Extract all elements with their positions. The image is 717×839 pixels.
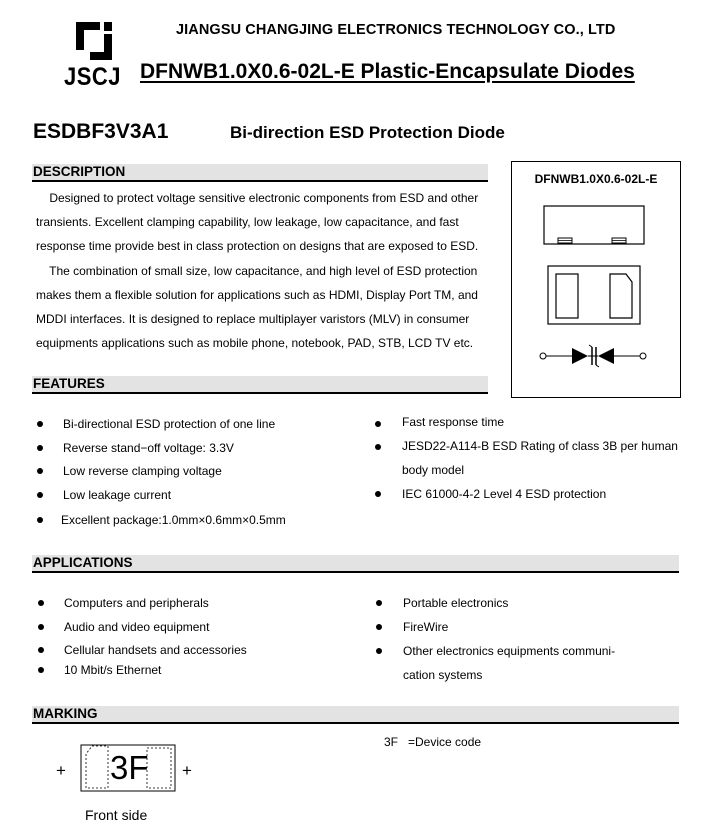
bullet-icon	[37, 468, 43, 474]
bullet-icon	[38, 600, 44, 606]
part-description: Bi-direction ESD Protection Diode	[230, 123, 505, 142]
application-item: FireWire	[403, 620, 449, 634]
bullet-icon	[375, 491, 381, 497]
description-line: transients. Excellent clamping capability, low leakage, low capacitance, and fast	[36, 215, 459, 230]
feature-item: IEC 61000-4-2 Level 4 ESD protection	[402, 487, 607, 501]
bullet-icon	[376, 600, 382, 606]
bullet-icon	[376, 648, 382, 654]
polarity-plus-right: +	[182, 761, 192, 780]
section-heading-marking: MARKING	[32, 706, 679, 722]
feature-item-continuation: body model	[402, 463, 465, 477]
marking-code: 3F	[110, 749, 149, 786]
feature-item: JESD22-A114-B ESD Rating of class 3B per human	[402, 439, 678, 453]
marking-note: 3F =Device code	[384, 735, 482, 749]
jscj-logo-icon	[70, 20, 116, 62]
part-number: ESDBF3V3A1	[33, 120, 169, 143]
feature-item: Low leakage current	[63, 488, 172, 502]
application-item: Computers and peripherals	[64, 596, 209, 610]
application-item-continuation: cation systems	[403, 668, 483, 682]
description-line: makes them a flexible solution for applications such as HDMI, Display Port TM, and	[36, 287, 478, 302]
feature-item: Fast response time	[402, 415, 505, 429]
section-heading-features: FEATURES	[32, 376, 488, 392]
application-item: Other electronics equipments communi-	[403, 644, 616, 658]
polarity-plus-left: +	[56, 761, 66, 780]
package-drawing-icon	[512, 162, 682, 399]
description-text	[36, 186, 486, 355]
bullet-icon	[375, 444, 381, 450]
description-line: response time provide best in class protection on designs that are exposed to ESD.	[36, 239, 479, 254]
bullet-icon	[37, 421, 43, 427]
company-name: JIANGSU CHANGJING ELECTRONICS TECHNOLOGY CO., LTD	[176, 22, 616, 38]
bullet-icon	[38, 647, 44, 653]
bullet-icon	[376, 624, 382, 630]
description-line: MDDI interfaces. It is designed to replace multiplayer varistors (MLV) in consumer	[36, 312, 470, 327]
section-heading-description: DESCRIPTION	[32, 164, 488, 180]
application-item: Cellular handsets and accessories	[64, 643, 247, 657]
bullet-icon	[37, 517, 43, 523]
description-line: equipments applications such as mobile phone, notebook, PAD, STB, LCD TV etc.	[36, 336, 474, 351]
package-outline-box	[511, 161, 681, 398]
feature-item: Bi-directional ESD protection of one line	[63, 417, 276, 431]
document-title: DFNWB1.0X0.6-02L-E Plastic-Encapsulate Diodes	[140, 60, 635, 83]
bullet-icon	[38, 624, 44, 630]
feature-item: Low reverse clamping voltage	[63, 464, 222, 478]
marking-caption: Front side	[85, 807, 148, 823]
application-item: Portable electronics	[403, 596, 509, 610]
section-heading-applications: APPLICATIONS	[32, 555, 679, 571]
bullet-icon	[37, 492, 43, 498]
bullet-icon	[37, 445, 43, 451]
bullet-icon	[375, 421, 381, 427]
logo-wordmark: JSCJ	[64, 62, 122, 91]
description-line: The combination of small size, low capacitance, and high level of ESD protection	[36, 263, 478, 278]
application-item: Audio and video equipment	[64, 620, 210, 634]
application-item: 10 Mbit/s Ethernet	[64, 663, 162, 677]
feature-item: Excellent package:1.0mm×0.6mm×0.5mm	[61, 513, 286, 527]
package-title: DFNWB1.0X0.6-02L-E	[534, 172, 658, 186]
description-line: Designed to protect voltage sensitive electronic components from ESD and other	[36, 191, 479, 205]
bullet-icon	[38, 667, 44, 673]
feature-item: Reverse stand−off voltage: 3.3V	[63, 441, 234, 455]
